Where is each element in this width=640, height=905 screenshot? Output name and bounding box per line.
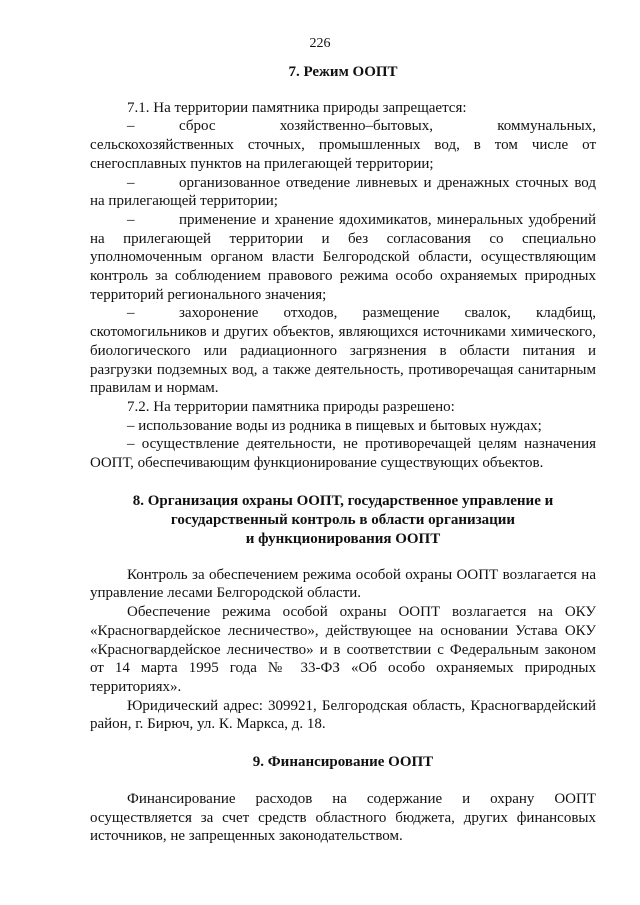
paragraph-8-control: Контроль за обеспечением режима особой охраны ООПТ возлагается на управление лесами Белгородской области. [90,566,596,602]
section-8-heading-line-3: и функционирования ООПТ [245,530,441,547]
section-9 [90,753,596,846]
prohibited-item-3 [90,211,596,305]
dash-marker: – [127,305,135,322]
prohibited-item-text: применение и хранение ядохимикатов, минеральных удобрений на прилегающей территории и без согласования со специально уполномоченным органом власти Белгородской области, осуществляющим контроль за соблюдением правового режима особо охраняемых природных территорий регионального значения; [90,211,596,303]
paragraph-8-address: Юридический адрес: 309921, Белгородская область, Красногвардейский район, г. Бирюч, ул. К. Маркса, д. 18. [90,697,596,733]
section-7 [90,63,596,473]
paragraph-9-financing: Финансирование расходов на содержание и охрану ООПТ осуществляется за счет средств областного бюджета, других финансовых источников, не запрещенных законодательством. [90,790,596,845]
prohibited-item-text: сброс хозяйственно–бытовых, коммунальных, сельскохозяйственных сточных, промышленных вод, в том числе от снегосплавных пунктов на прилегающей территории; [90,118,596,172]
prohibited-item-1 [90,117,596,173]
prohibited-item-2 [90,174,596,211]
prohibited-item-text: захоронение отходов, размещение свалок, кладбищ, скотомогильников и других объектов, являющихся источниками химического, биологического или радиационного загрязнения в области питания и разгрузки подземных вод, а также деятельность, противоречащая санитарным правилам и нормам. [90,305,596,397]
paragraph-7-1: 7.1. На территории памятника природы запрещается: [127,99,467,116]
section-8-heading [90,492,596,549]
section-8 [90,492,596,734]
allowed-item-2: – осуществление деятельности, не противоречащей целям назначения ООПТ, обеспечивающим функционирование существующих объектов. [90,436,596,472]
page-number: 226 [309,36,331,51]
document-body [90,60,596,846]
dash-marker: – [127,174,135,191]
section-8-heading-line-1: 8. Организация охраны ООПТ, государственное управление и [132,492,554,509]
paragraph-8-responsibility: Обеспечение режима особой охраны ООПТ возлагается на ОКУ «Красногвардейское лесничество», действующее на основании Устава ОКУ «Красногвардейское лесничество» и в соответствии с Федеральным законом от 14 марта 1995 года № 33-ФЗ «Об особо охраняемых природных территориях». [90,604,596,695]
dash-marker: – [127,118,135,135]
dash-marker: – [127,211,135,228]
section-9-heading: 9. Финансирование ООПТ [252,754,434,771]
prohibited-item-text: организованное отведение ливневых и дренажных сточных вод на прилегающей территории; [90,174,596,210]
section-8-heading-line-2: государственный контроль в области организации [170,511,516,528]
allowed-item-1: – использование воды из родника в пищевых и бытовых нуждах; [127,417,542,434]
paragraph-7-2: 7.2. На территории памятника природы разрешено: [127,398,455,415]
section-7-heading: 7. Режим ООПТ [288,64,398,80]
prohibited-item-4 [90,304,596,398]
